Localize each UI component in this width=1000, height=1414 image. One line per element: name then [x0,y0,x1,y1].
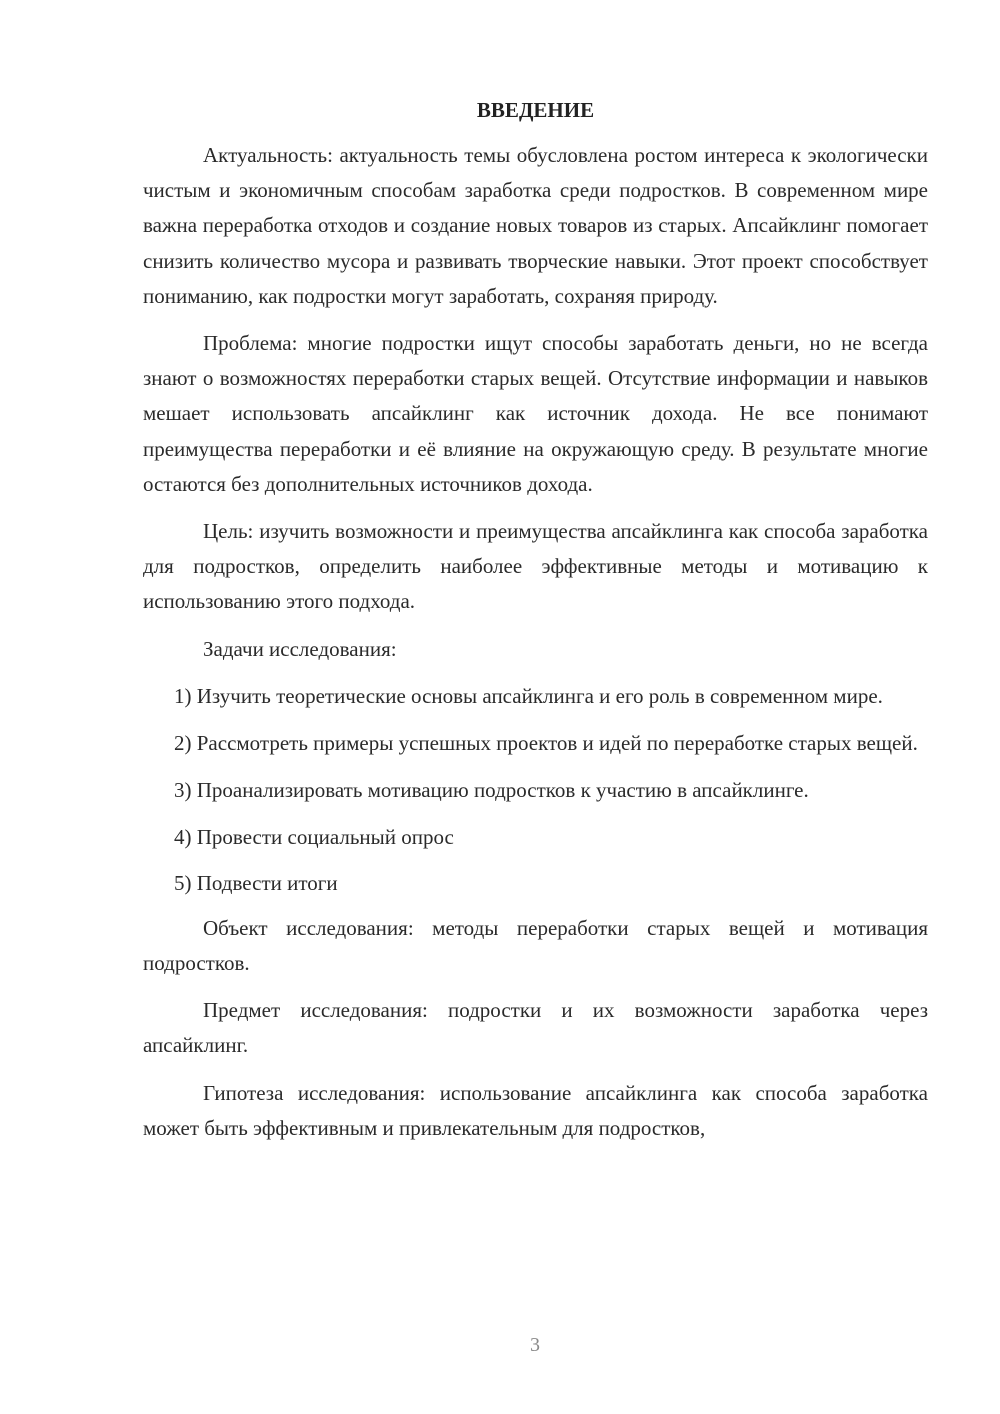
task-item-1: 1) Изучить теоретические основы апсайклинга и его роль в современном мире. [174,683,883,708]
paragraph-problem: Проблема: многие подростки ищут способы заработать деньги, но не всегда знают о возможностях переработки старых вещей. Отсутствие информации и навыков мешает использовать апсайклинг как источник дохода. Не все понимают преимущества переработки и её влияние на окружающую среду. В результате многие остаются без дополнительных источников дохода. [143,331,928,496]
task-item-3: 3) Проанализировать мотивацию подростков к участию в апсайклинге. [174,778,809,803]
paragraph-hypothesis: Гипотеза исследования: использование апсайклинга как способа заработка может быть эффективным и привлекательным для подростков, [143,1080,928,1140]
tasks-title: Задачи исследования: [203,636,397,661]
page-title: ВВЕДЕНИЕ [476,98,595,122]
task-item-5: 5) Подвести итоги [174,870,338,895]
document-page [143,92,928,1146]
task-item-4: 4) Провести социальный опрос [174,825,454,850]
page-number: 3 [530,1334,540,1356]
task-item-2: 2) Рассмотреть примеры успешных проектов и идей по переработке старых вещей. [174,731,918,756]
paragraph-subject: Предмет исследования: подростки и их возможности заработка через апсайклинг. [143,998,928,1058]
paragraph-goal: Цель: изучить возможности и преимущества апсайклинга как способа заработка для подростков, определить наиболее эффективные методы и мотивацию к использованию этого подхода. [143,519,928,614]
paragraph-relevance: Актуальность: актуальность темы обусловлена ростом интереса к экологически чистым и экономичным способам заработка среди подростков. В современном мире важна переработка отходов и создание новых товаров из старых. Апсайклинг помогает снизить количество мусора и развивать творческие навыки. Этот проект способствует пониманию, как подростки могут заработать, сохраняя природу. [143,143,928,308]
paragraph-object: Объект исследования: методы переработки старых вещей и мотивация подростков. [143,915,928,976]
